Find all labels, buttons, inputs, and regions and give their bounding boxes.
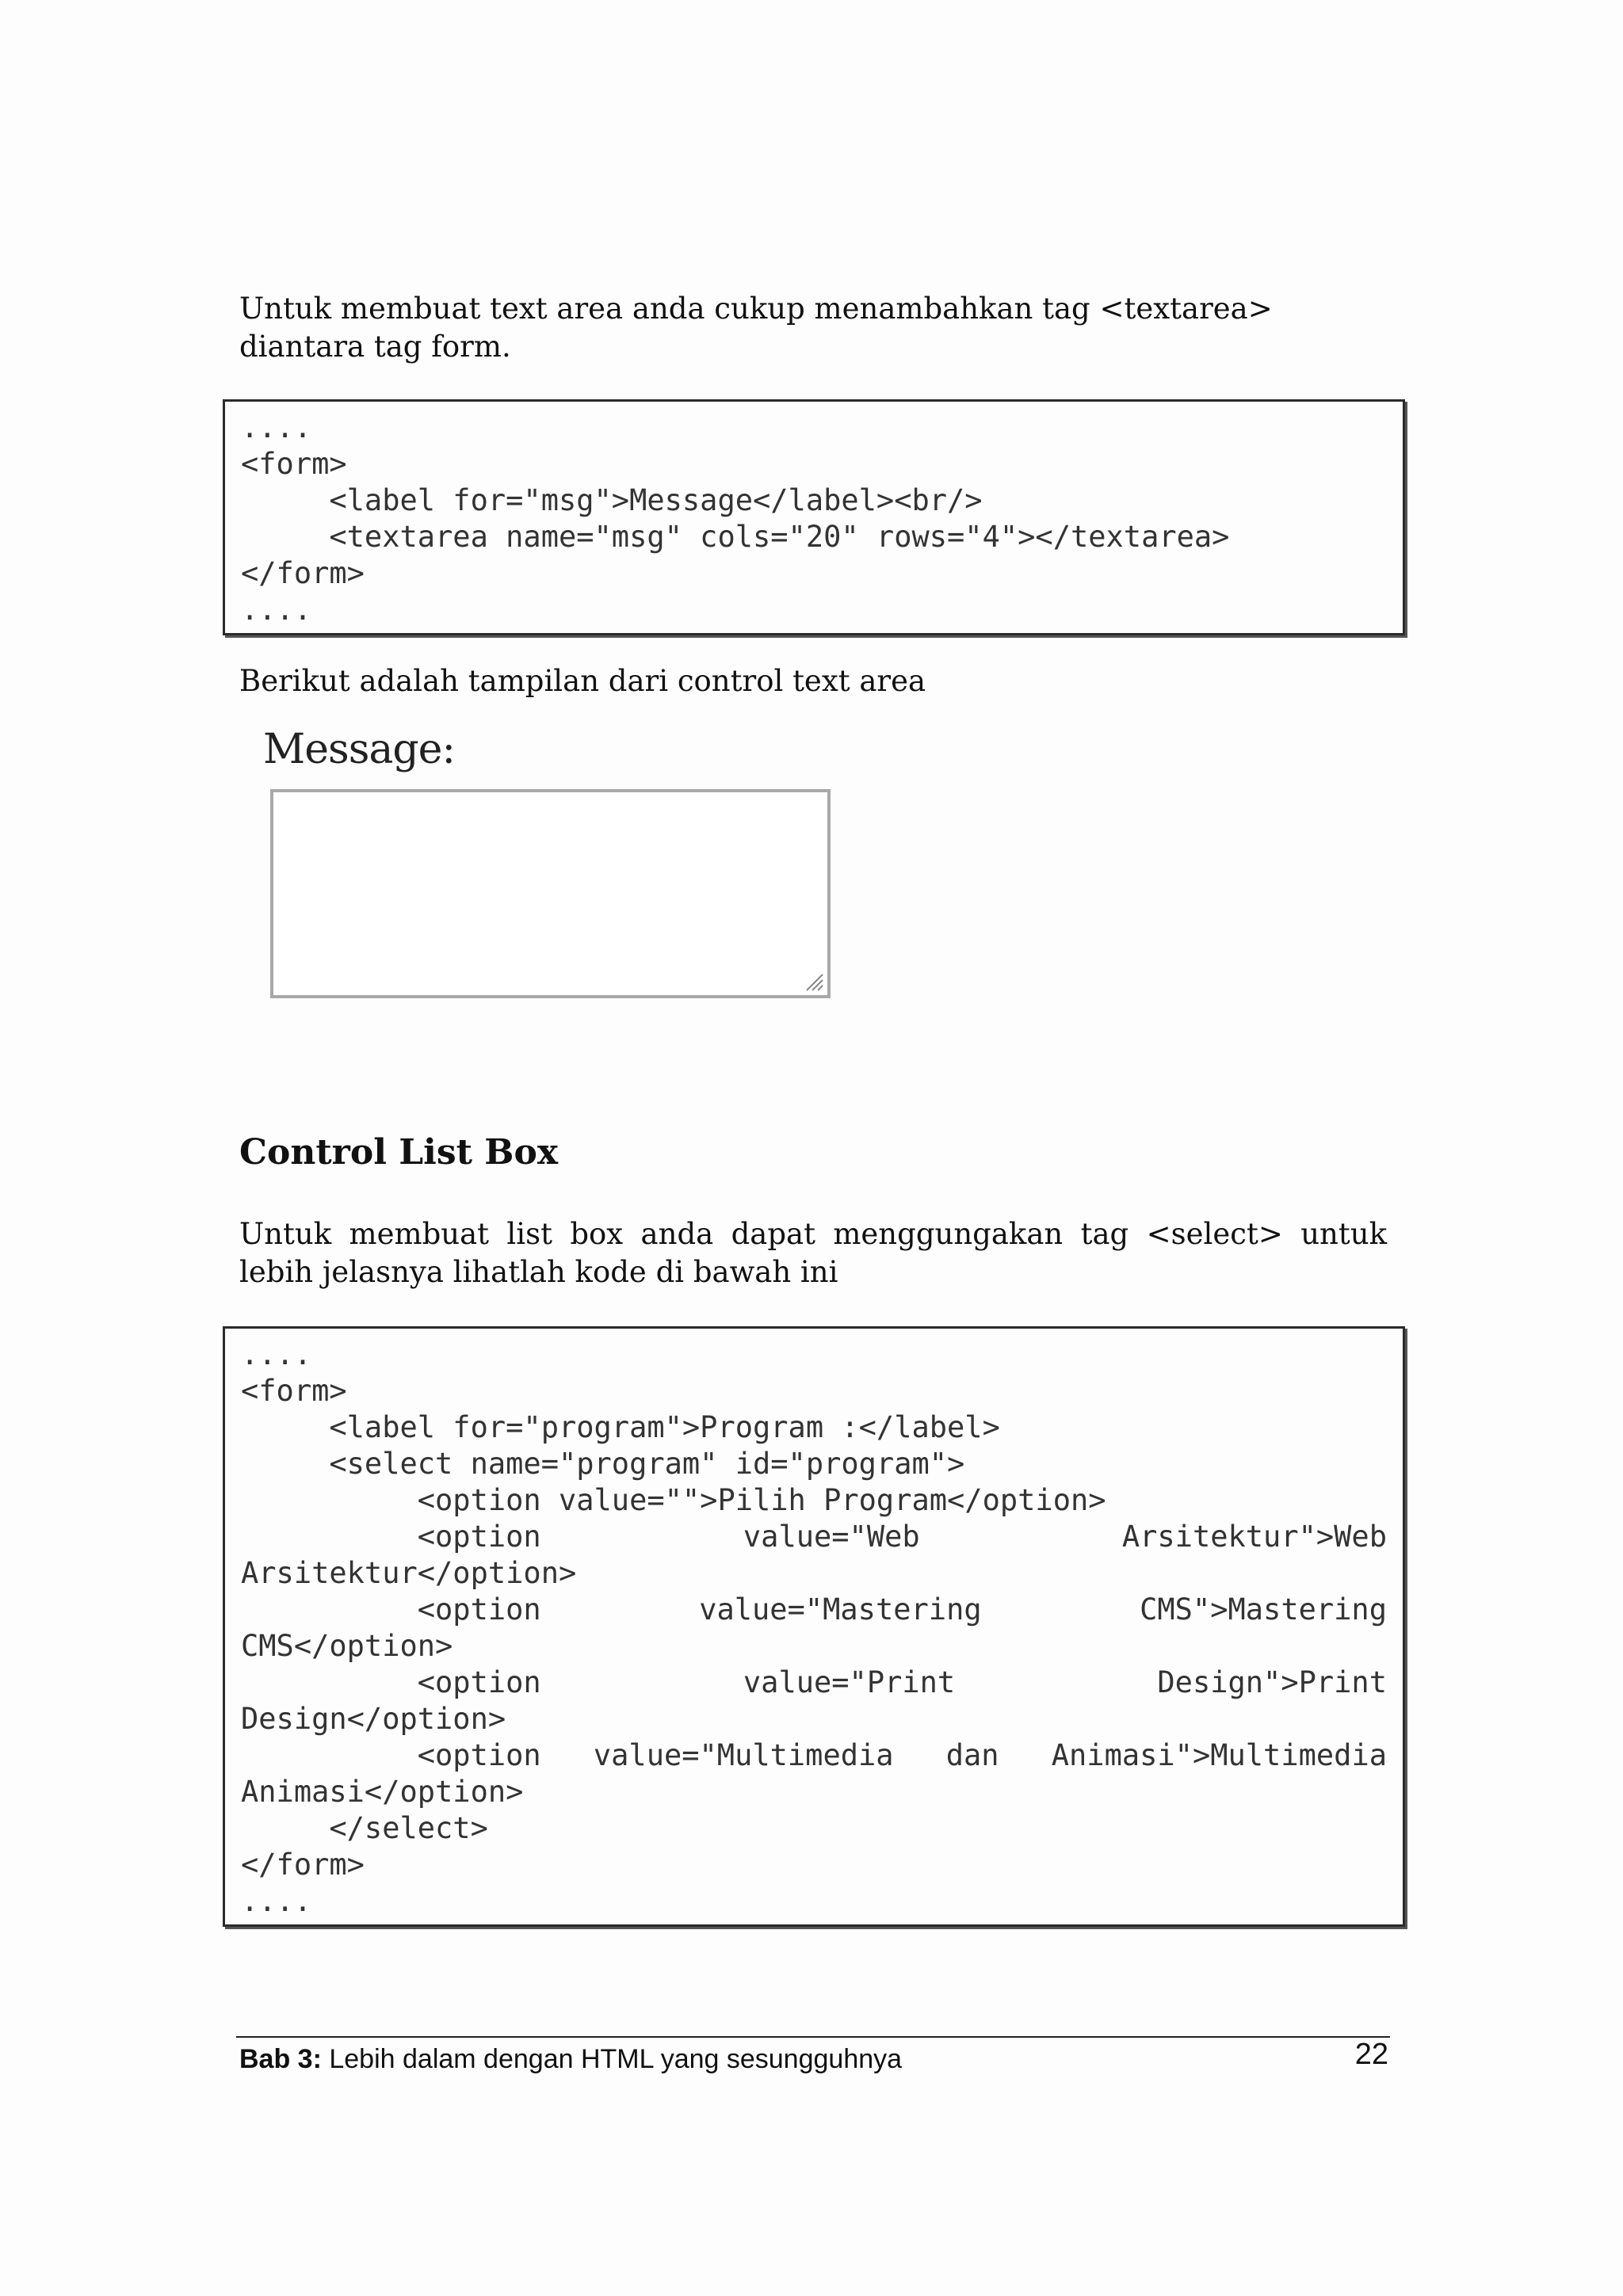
code-line: <select name="program" id="program"> [241, 1447, 965, 1481]
code-block-listbox [223, 1326, 1405, 1927]
code-token: Animasi">Multimedia [1051, 1738, 1387, 1772]
code-token: CMS">Mastering [1140, 1592, 1387, 1627]
code-line [241, 1519, 1387, 1555]
code-line: <form> [241, 1374, 347, 1408]
code-line: .... [241, 593, 312, 627]
footer-chapter [239, 2042, 902, 2076]
code-token: value="Mastering [699, 1592, 982, 1627]
code-line: .... [241, 1337, 312, 1371]
code-line: </form> [241, 556, 365, 590]
code-token: <option [241, 1520, 541, 1554]
code-token: <option [241, 1738, 541, 1772]
code-line: Animasi</option> [241, 1775, 524, 1809]
code-token: dan [945, 1738, 999, 1772]
intro-paragraph: Untuk membuat text area anda cukup menambahkan tag <textarea> diantara tag form. [239, 292, 1273, 364]
page-number: 22 [1354, 2038, 1388, 2071]
resize-grip-icon[interactable] [802, 970, 824, 992]
code-line: CMS</option> [241, 1629, 453, 1663]
code-block-textarea [223, 399, 1405, 635]
code-line [241, 1592, 1387, 1628]
listbox-intro-paragraph: Untuk membuat list box anda dapat menggungakan tag <select> untuk lebih jelasnya lihatlah kode di bawah ini [239, 1217, 1387, 1289]
footer-chapter-title: Lebih dalam dengan HTML yang sesungguhnya [321, 2044, 903, 2074]
code-line [241, 1737, 1387, 1774]
footer-divider [236, 2036, 1390, 2038]
code-token: value="Print [743, 1665, 956, 1699]
code-token: <option [241, 1665, 541, 1699]
caption-paragraph: Berikut adalah tampilan dari control text area [239, 664, 926, 698]
code-token: value="Web [743, 1520, 920, 1554]
code-line: .... [241, 410, 312, 444]
code-line: <label for="program">Program :</label> [241, 1410, 1000, 1444]
section-heading: Control List Box [239, 1132, 559, 1173]
code-line: Arsitektur</option> [241, 1556, 577, 1590]
code-line [241, 1665, 1387, 1701]
code-token: <option [241, 1592, 541, 1627]
code-line: <form> [241, 447, 347, 481]
demo-message-label: Message: [263, 726, 455, 773]
code-line: <label for="msg">Message</label><br/> [241, 483, 983, 517]
code-token: Design">Print [1157, 1665, 1387, 1699]
code-line: .... [241, 1884, 312, 1918]
code-token: value="Multimedia [593, 1738, 894, 1772]
footer-chapter-label: Bab 3: [239, 2044, 322, 2074]
code-line: Design</option> [241, 1702, 506, 1736]
code-line: <option value="">Pilih Program</option> [241, 1483, 1106, 1517]
code-line: </form> [241, 1848, 365, 1882]
code-token: Arsitektur">Web [1121, 1520, 1387, 1554]
code-line: </select> [241, 1811, 488, 1845]
demo-message-textarea[interactable] [270, 789, 831, 998]
code-line: <textarea name="msg" cols="20" rows="4"></textarea> [241, 520, 1230, 554]
